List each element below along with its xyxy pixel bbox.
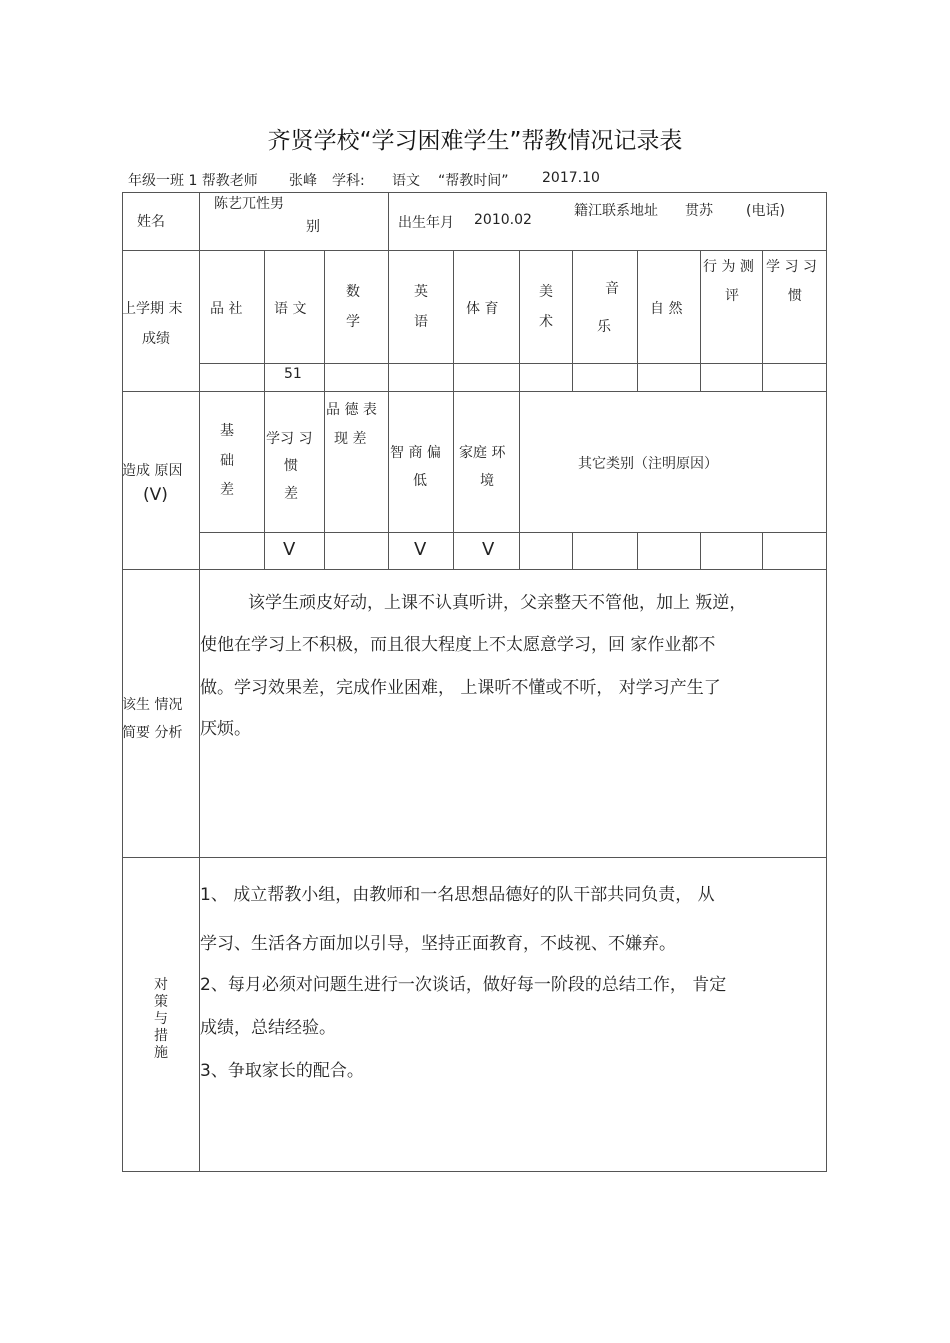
scores-row-label-2: 成绩 — [142, 331, 170, 347]
page-title: 齐贤学校“学习困难学生”帮教情况记录表 — [267, 128, 683, 154]
subject-header: 自 然 — [650, 301, 683, 317]
grid-line — [122, 857, 827, 858]
other-cause-label: 其它类别（注明原因） — [578, 456, 718, 472]
measures-text-line: 成绩，总结经验。 — [200, 1018, 336, 1038]
address-label: 籍江联系地址 — [574, 203, 658, 219]
cause-header: 差 — [220, 482, 234, 498]
cause-header: 家庭 环 — [459, 445, 506, 461]
subject-header: 英 — [414, 284, 428, 300]
measures-label: 与 — [154, 1011, 168, 1027]
measures-text-line: 学习、生活各方面加以引导，坚持正面教育，不歧视、不嫌弃。 — [200, 934, 676, 954]
cause-header: 境 — [480, 473, 494, 489]
analysis-text-line: 厌烦。 — [200, 719, 251, 739]
grid-line — [122, 192, 123, 1172]
grid-line — [122, 391, 827, 392]
subject-value: 语文 — [392, 173, 420, 189]
grid-line — [637, 250, 638, 391]
grid-line — [324, 250, 325, 569]
subject-header: 美 — [539, 284, 553, 300]
subject-header: 品 社 — [210, 301, 243, 317]
analysis-text-line: 使他在学习上不积极，而且很大程度上不太愿意学习，回 家作业都不 — [200, 635, 716, 655]
time-value: 2017.10 — [542, 170, 600, 186]
measures-text-line: 3、争取家长的配合。 — [200, 1061, 364, 1081]
subject-label: 学科: — [332, 173, 365, 189]
cause-header: 智 商 偏 — [390, 445, 441, 461]
grid-line — [122, 569, 827, 570]
subject-header: 语 文 — [274, 301, 307, 317]
grid-line — [637, 532, 638, 569]
cause-header: 差 — [284, 486, 298, 502]
grid-line — [762, 532, 763, 569]
check-mark: V — [283, 539, 296, 560]
cause-header: 学习 习 — [266, 431, 313, 447]
measures-label: 策 — [154, 994, 168, 1010]
grid-line — [826, 192, 827, 1172]
teacher-name: 张峰 — [289, 173, 317, 189]
subject-header: 语 — [414, 314, 428, 330]
subject-header: 音 — [605, 281, 619, 297]
subject-header: 学 — [346, 314, 360, 330]
subject-header: 术 — [539, 314, 553, 330]
cause-header: 品 德 表 — [326, 402, 377, 418]
analysis-label: 该生 情况 — [122, 697, 183, 713]
grid-line — [700, 250, 701, 391]
causes-row-label-2: (V) — [143, 485, 168, 505]
cause-header: 低 — [413, 473, 427, 489]
check-mark: V — [482, 539, 495, 560]
phone-label: (电话) — [746, 203, 785, 219]
time-label: “帮教时间” — [438, 173, 509, 189]
grid-line — [199, 363, 827, 364]
grid-line — [122, 1171, 827, 1172]
subject-header: 学 习 习 — [766, 259, 817, 275]
birth-label: 出生年月 — [398, 215, 454, 231]
cause-header: 惯 — [284, 458, 298, 474]
measures-label: 对 — [154, 977, 168, 993]
birth-value: 2010.02 — [474, 212, 532, 228]
grid-line — [700, 532, 701, 569]
grid-line — [122, 250, 827, 251]
subject-header: 体 育 — [466, 301, 499, 317]
subject-header: 数 — [346, 284, 360, 300]
grid-line — [388, 250, 389, 569]
cause-header: 础 — [220, 453, 234, 469]
analysis-label-2: 简要 分析 — [122, 725, 183, 741]
measures-label: 施 — [154, 1045, 168, 1061]
check-mark: V — [414, 539, 427, 560]
measures-text-line: 2、每月必须对问题生进行一次谈话，做好每一阶段的总结工作， 肯定 — [200, 975, 727, 995]
scores-row-label: 上学期 末 — [122, 301, 183, 317]
cause-header: 现 差 — [334, 431, 367, 447]
measures-text-line: 1、 成立帮教小组，由教师和一名思想品德好的队干部共同负责， 从 — [200, 885, 715, 905]
cause-header: 基 — [220, 423, 234, 439]
grid-line — [762, 250, 763, 391]
subject-header: 评 — [725, 288, 739, 304]
analysis-text-line: 该学生顽皮好动，上课不认真听讲，父亲整天不管他，加上 叛逆， — [248, 593, 747, 613]
analysis-text-line: 做。学习效果差，完成作业困难， 上课听不懂或不听， 对学习产生了 — [200, 678, 721, 698]
gender-label: 别 — [306, 219, 320, 235]
measures-label: 措 — [154, 1028, 168, 1044]
subject-header: 行 为 测 — [703, 259, 754, 275]
grid-line — [199, 532, 827, 533]
grid-line — [572, 532, 573, 569]
name-value: 陈艺兀性男 — [214, 196, 284, 212]
subject-header: 惯 — [788, 288, 802, 304]
address-value: 贯苏 — [685, 203, 713, 219]
subject-header: 乐 — [597, 319, 611, 335]
grid-line — [519, 250, 520, 569]
name-label: 姓名 — [137, 214, 165, 230]
causes-row-label: 造成 原因 — [122, 463, 183, 479]
chinese-score: 51 — [284, 366, 302, 382]
grid-line — [453, 250, 454, 569]
grid-line — [388, 192, 389, 250]
grid-line — [572, 250, 573, 391]
grid-line — [264, 250, 265, 569]
grade-class: 年级一班 1 帮教老师 — [128, 173, 258, 189]
